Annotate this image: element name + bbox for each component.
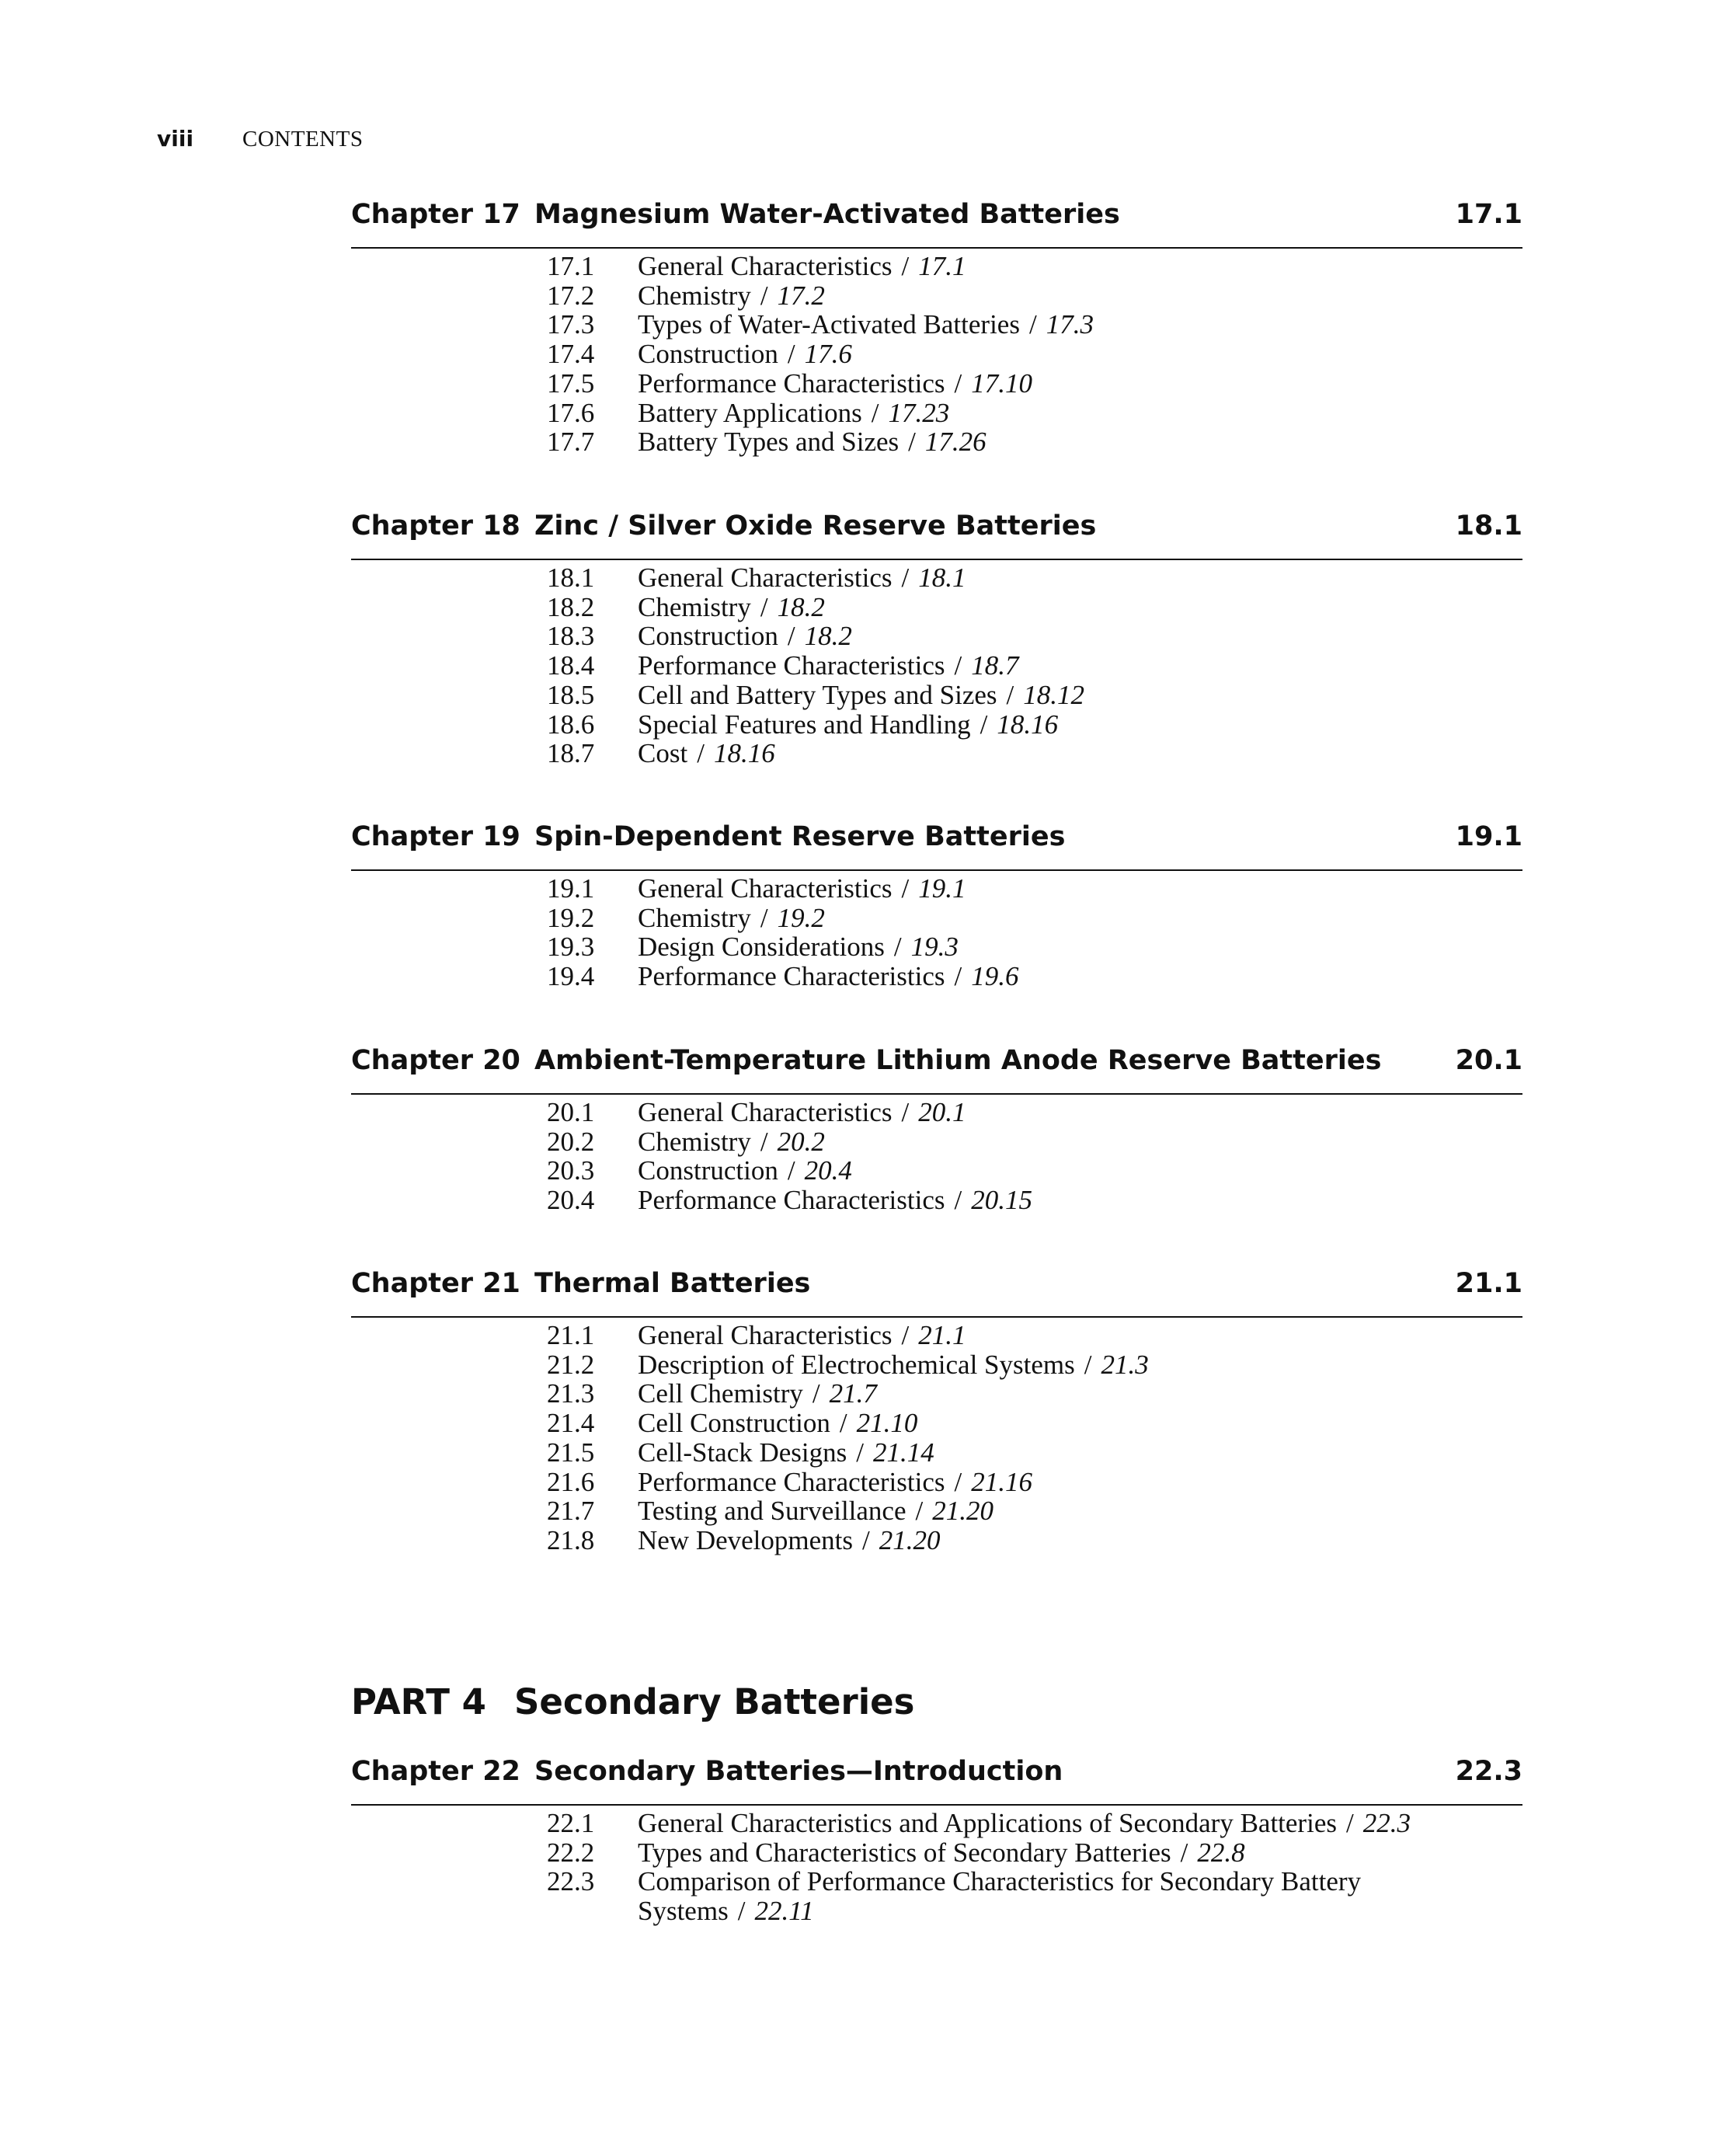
separator: / (1180, 1837, 1188, 1868)
chapter-label: Chapter 19 (351, 821, 520, 852)
section-page: 21.20 (932, 1496, 993, 1527)
section-list (351, 560, 1522, 768)
section-entry (351, 1186, 1522, 1215)
section-page: 17.23 (888, 397, 950, 428)
section-list (351, 1095, 1522, 1215)
section-page: 17.1 (918, 251, 966, 281)
section-number: 21.2 (547, 1349, 595, 1380)
section-entry (351, 1156, 1522, 1186)
section-number: 21.4 (547, 1408, 595, 1439)
section-page: 20.4 (804, 1155, 852, 1186)
section-page: 21.10 (856, 1408, 918, 1439)
section-title: Chemistry (638, 1126, 751, 1157)
part-label: PART 4 (351, 1681, 486, 1722)
section-title: Performance Characteristics (638, 1466, 945, 1497)
section-entry (351, 710, 1522, 740)
chapter-page: 19.1 (1455, 821, 1522, 852)
section-title: Special Features and Handling (638, 709, 971, 740)
chapter-label: Chapter 20 (351, 1045, 520, 1076)
section-number: 17.2 (547, 280, 595, 311)
section-entry (351, 622, 1522, 651)
section-page: 20.2 (777, 1126, 825, 1157)
separator: / (871, 397, 879, 428)
separator: / (760, 280, 768, 311)
section-entry (351, 593, 1522, 622)
section-number: 18.5 (547, 679, 595, 710)
chapter-page: 18.1 (1455, 510, 1522, 542)
separator: / (954, 1466, 962, 1497)
section-page: 21.14 (873, 1437, 934, 1468)
section-entry (351, 427, 1522, 457)
section-number: 22.1 (547, 1808, 595, 1838)
chapter-18-block (351, 510, 1522, 768)
section-title: Cell Construction (638, 1408, 830, 1439)
separator: / (901, 563, 910, 593)
section-page: 20.15 (971, 1185, 1032, 1216)
section-number: 19.1 (547, 873, 595, 904)
separator: / (760, 902, 768, 933)
separator: / (1345, 1808, 1354, 1838)
section-title: Chemistry (638, 280, 751, 311)
section-number: 20.2 (547, 1126, 595, 1157)
section-entry (351, 1350, 1522, 1380)
separator: / (901, 1320, 910, 1350)
chapter-page: 22.3 (1455, 1756, 1522, 1787)
section-list (351, 249, 1522, 457)
section-page: 18.7 (971, 650, 1019, 681)
section-entry (351, 1321, 1522, 1350)
separator: / (1084, 1349, 1092, 1380)
section-title: Construction (638, 339, 778, 370)
chapter-page: 20.1 (1455, 1045, 1522, 1076)
separator: / (954, 1185, 962, 1216)
section-page: 21.3 (1101, 1349, 1149, 1380)
section-page: 19.1 (918, 873, 966, 904)
section-number: 21.7 (547, 1496, 595, 1527)
section-title: Cell Chemistry (638, 1378, 803, 1409)
section-page: 18.1 (918, 563, 966, 593)
chapter-page: 17.1 (1455, 199, 1522, 230)
section-entry (351, 1379, 1522, 1409)
separator: / (915, 1496, 924, 1527)
section-title: Chemistry (638, 902, 751, 933)
section-number: 21.8 (547, 1524, 595, 1555)
chapter-heading (351, 821, 1522, 865)
part-heading (351, 1681, 914, 1722)
section-entry (351, 369, 1522, 399)
section-title: General Characteristics and Applications of Secondary Batteries (638, 1808, 1337, 1838)
separator: / (893, 932, 902, 963)
section-page: 17.6 (804, 339, 852, 370)
section-number: 17.4 (547, 339, 595, 370)
separator: / (1028, 309, 1037, 340)
section-list (351, 1806, 1522, 1926)
separator: / (787, 339, 795, 370)
section-entry (351, 1438, 1522, 1468)
section-entry (351, 310, 1522, 340)
section-title: Construction (638, 1155, 778, 1186)
section-entry (351, 1127, 1522, 1157)
section-title: Battery Applications (638, 397, 862, 428)
section-number: 19.3 (547, 932, 595, 963)
section-title: Types of Water-Activated Batteries (638, 309, 1020, 340)
separator: / (954, 961, 962, 992)
chapter-20-block (351, 1045, 1522, 1215)
section-entry (351, 1809, 1522, 1838)
section-number: 20.4 (547, 1185, 595, 1216)
chapter-page: 21.1 (1455, 1268, 1522, 1299)
section-entry (351, 1496, 1522, 1526)
chapter-title: Magnesium Water-Activated Batteries (534, 199, 1120, 230)
section-entry (351, 1468, 1522, 1497)
section-page: 20.1 (918, 1097, 966, 1127)
section-page: 18.2 (804, 621, 852, 652)
section-title: Cost (638, 738, 688, 769)
chapter-heading (351, 510, 1522, 554)
chapter-title: Zinc / Silver Oxide Reserve Batteries (534, 510, 1097, 542)
section-entry (351, 1867, 1522, 1925)
section-page: 21.16 (971, 1466, 1032, 1497)
separator: / (856, 1437, 865, 1468)
section-number: 21.5 (547, 1437, 595, 1468)
section-entry (351, 962, 1522, 991)
section-entry (351, 281, 1522, 311)
section-page: 19.2 (777, 902, 825, 933)
separator: / (862, 1524, 870, 1555)
section-page: 19.6 (971, 961, 1019, 992)
section-title: Performance Characteristics (638, 1185, 945, 1216)
separator: / (812, 1378, 820, 1409)
separator: / (954, 650, 962, 681)
section-entry (351, 399, 1522, 428)
section-page: 18.16 (997, 709, 1059, 740)
section-entry (351, 932, 1522, 962)
section-number: 21.3 (547, 1378, 595, 1409)
section-title: Performance Characteristics (638, 650, 945, 681)
section-page: 22.8 (1197, 1837, 1245, 1868)
section-entry (351, 563, 1522, 593)
running-head (157, 126, 363, 157)
section-page: 17.2 (777, 280, 825, 311)
section-list (351, 1318, 1522, 1555)
section-title: Design Considerations (638, 932, 885, 963)
section-title: General Characteristics (638, 1097, 893, 1127)
section-number: 19.4 (547, 961, 595, 992)
separator: / (787, 1155, 795, 1186)
section-page: 21.1 (918, 1320, 966, 1350)
section-title: Chemistry (638, 591, 751, 622)
separator: / (839, 1408, 847, 1439)
separator: / (760, 1126, 768, 1157)
section-page: 22.11 (754, 1896, 814, 1927)
section-number: 17.3 (547, 309, 595, 340)
separator: / (787, 621, 795, 652)
section-page: 17.3 (1046, 309, 1094, 340)
section-page: 18.12 (1023, 679, 1084, 710)
section-entry (351, 739, 1522, 768)
section-entry (351, 252, 1522, 281)
separator: / (697, 738, 705, 769)
separator: / (954, 367, 962, 399)
section-title: Comparison of Performance Characteristics for Secondary Battery Systems (638, 1866, 1362, 1927)
section-entry (351, 1098, 1522, 1127)
section-number: 20.3 (547, 1155, 595, 1186)
separator: / (737, 1896, 746, 1927)
separator: / (901, 251, 910, 281)
section-page: 18.16 (713, 738, 775, 769)
section-number: 17.5 (547, 367, 595, 399)
chapter-17-block (351, 199, 1522, 457)
section-entry (351, 340, 1522, 369)
separator: / (760, 591, 768, 622)
section-title: Description of Electrochemical Systems (638, 1349, 1075, 1380)
section-entry (351, 681, 1522, 710)
section-page: 17.10 (971, 367, 1032, 399)
chapter-19-block (351, 821, 1522, 991)
section-title: Testing and Surveillance (638, 1496, 906, 1527)
section-page: 22.3 (1362, 1808, 1411, 1838)
section-number: 18.2 (547, 591, 595, 622)
section-title: Construction (638, 621, 778, 652)
section-title: General Characteristics (638, 563, 893, 593)
section-page: 21.20 (879, 1524, 941, 1555)
separator: / (901, 873, 910, 904)
section-number: 21.1 (547, 1320, 595, 1350)
section-number: 18.7 (547, 738, 595, 769)
section-title: Types and Characteristics of Secondary Batteries (638, 1837, 1171, 1868)
chapter-heading (351, 1756, 1522, 1799)
section-title: Cell and Battery Types and Sizes (638, 679, 997, 710)
section-number: 21.6 (547, 1466, 595, 1497)
section-title: General Characteristics (638, 1320, 893, 1350)
chapter-label: Chapter 17 (351, 199, 520, 230)
chapter-21-block (351, 1268, 1522, 1555)
section-entry (351, 651, 1522, 681)
section-number: 18.1 (547, 563, 595, 593)
section-title: Performance Characteristics (638, 961, 945, 992)
section-entry (351, 1838, 1522, 1868)
section-number: 17.7 (547, 427, 595, 458)
separator: / (980, 709, 988, 740)
chapter-label: Chapter 18 (351, 510, 520, 542)
chapter-title: Secondary Batteries—Introduction (534, 1756, 1063, 1787)
section-number: 22.3 (547, 1866, 595, 1897)
section-number: 17.1 (547, 251, 595, 281)
separator: / (901, 1097, 910, 1127)
part-title: Secondary Batteries (514, 1681, 915, 1722)
section-list (351, 871, 1522, 991)
section-entry (351, 1526, 1522, 1555)
chapter-title: Thermal Batteries (534, 1268, 811, 1299)
section-entry (351, 874, 1522, 904)
section-number: 22.2 (547, 1837, 595, 1868)
section-number: 17.6 (547, 397, 595, 428)
section-number: 18.3 (547, 621, 595, 652)
section-title: Performance Characteristics (638, 367, 945, 399)
section-title: Battery Types and Sizes (638, 427, 900, 458)
section-title: Cell-Stack Designs (638, 1437, 847, 1468)
section-page: 21.7 (829, 1378, 877, 1409)
chapter-label: Chapter 22 (351, 1756, 520, 1787)
section-number: 18.6 (547, 709, 595, 740)
section-number: 20.1 (547, 1097, 595, 1127)
running-title: CONTENTS (242, 127, 364, 152)
chapter-title: Spin-Dependent Reserve Batteries (534, 821, 1066, 852)
page-folio: viii (157, 126, 194, 152)
section-page: 17.26 (924, 427, 987, 458)
section-number: 18.4 (547, 650, 595, 681)
separator: / (908, 427, 916, 458)
separator: / (1006, 679, 1014, 710)
chapter-heading (351, 1268, 1522, 1311)
section-number: 19.2 (547, 902, 595, 933)
section-title: General Characteristics (638, 251, 893, 281)
section-entry (351, 904, 1522, 933)
chapter-heading (351, 1045, 1522, 1088)
section-page: 18.2 (777, 591, 825, 622)
chapter-label: Chapter 21 (351, 1268, 520, 1299)
chapter-title: Ambient-Temperature Lithium Anode Reserve Batteries (534, 1045, 1382, 1076)
section-entry (351, 1409, 1522, 1438)
section-page: 19.3 (910, 932, 959, 963)
section-title: New Developments (638, 1524, 854, 1555)
section-title: General Characteristics (638, 873, 893, 904)
chapter-heading (351, 199, 1522, 242)
chapter-22-block (351, 1756, 1522, 1926)
